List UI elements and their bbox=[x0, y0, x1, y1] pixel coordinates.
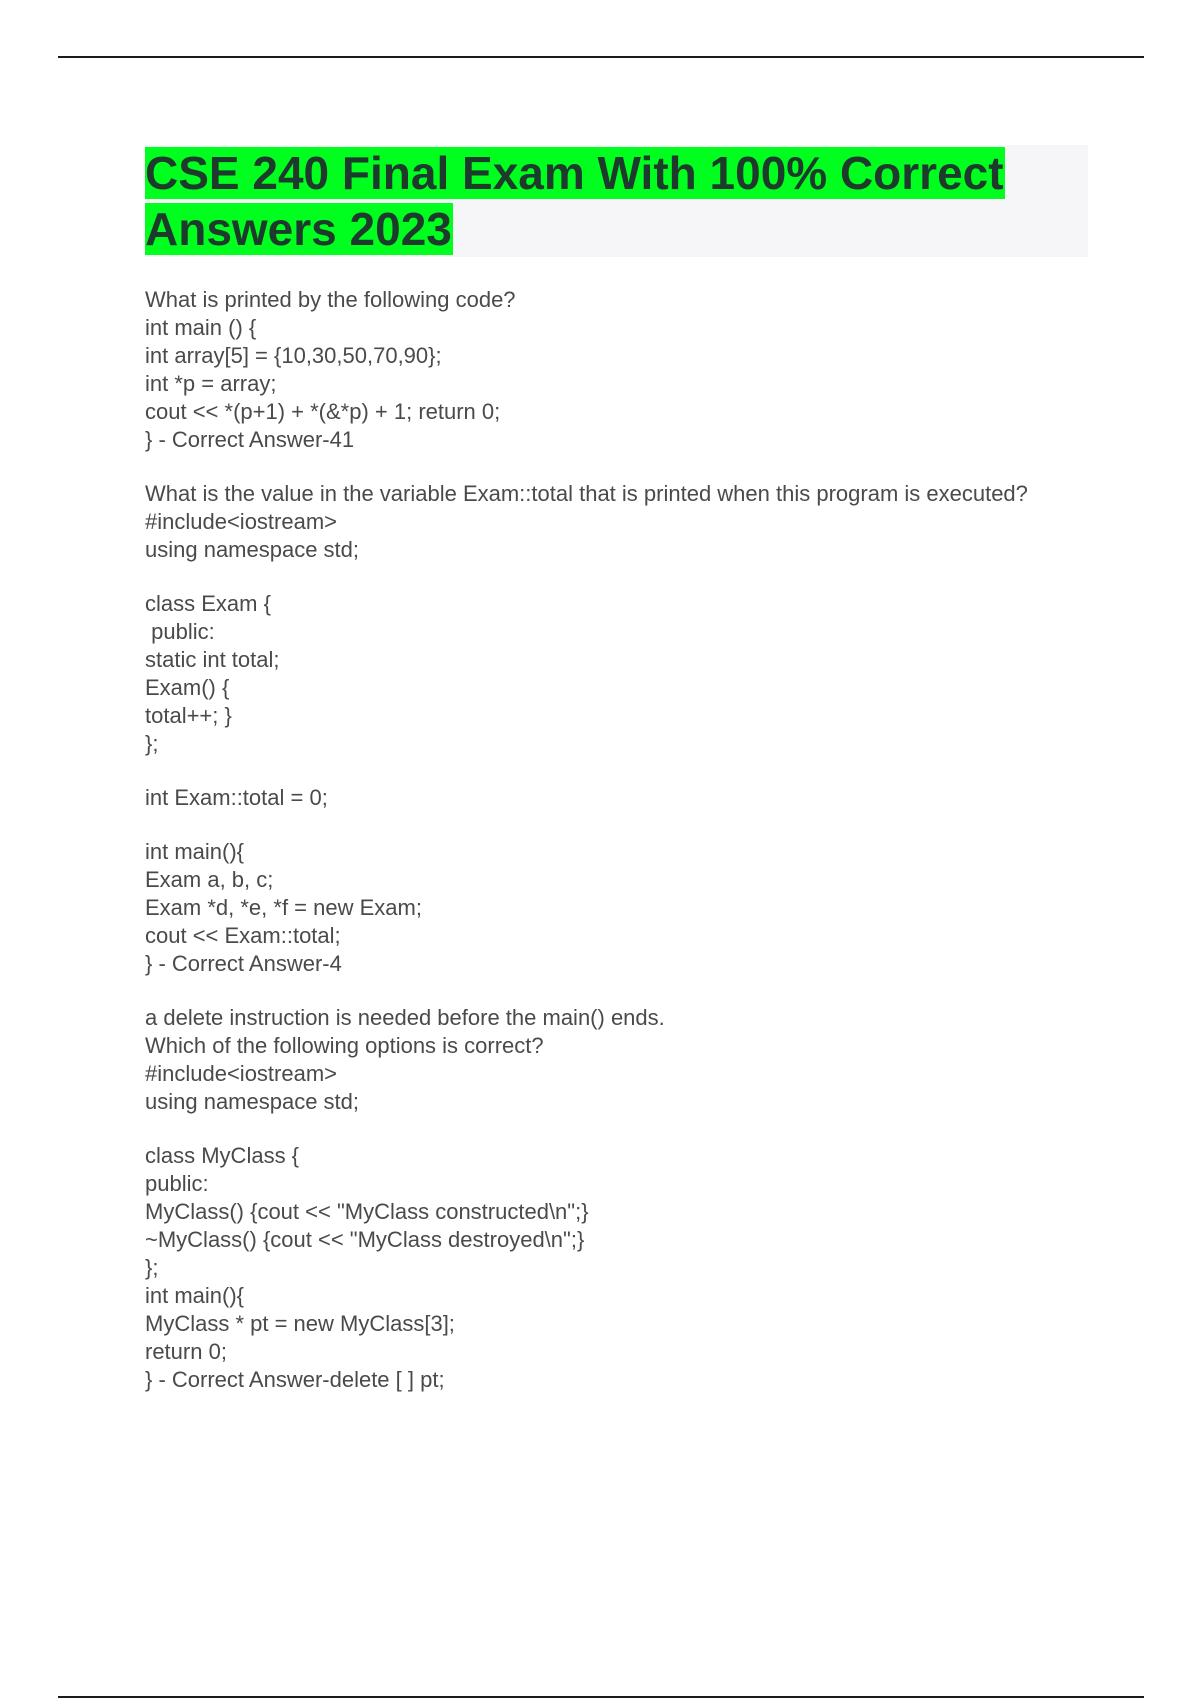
text-block bbox=[145, 286, 1085, 454]
title-line-1: CSE 240 Final Exam With 100% Correct bbox=[145, 147, 1004, 199]
text-line: public: bbox=[145, 619, 215, 644]
text-line: }; bbox=[145, 731, 159, 756]
text-line: int main(){ bbox=[145, 1283, 245, 1308]
document-body bbox=[145, 286, 1085, 1420]
text-line: cout << *(p+1) + *(&*p) + 1; return 0; bbox=[145, 399, 501, 424]
text-line: int *p = array; bbox=[145, 371, 277, 396]
text-line: }; bbox=[145, 1255, 159, 1280]
text-block bbox=[145, 1142, 1085, 1394]
text-line: int array[5] = {10,30,50,70,90}; bbox=[145, 343, 442, 368]
text-line: public: bbox=[145, 1171, 209, 1196]
text-line: using namespace std; bbox=[145, 1089, 360, 1114]
text-block bbox=[145, 838, 1085, 978]
document-title bbox=[145, 145, 1088, 257]
text-line: cout << Exam::total; bbox=[145, 923, 341, 948]
title-line-2: Answers 2023 bbox=[145, 203, 452, 255]
text-line: total++; } bbox=[145, 703, 232, 728]
text-line: MyClass * pt = new MyClass[3]; bbox=[145, 1311, 455, 1336]
text-line: Exam a, b, c; bbox=[145, 867, 274, 892]
text-line: int main () { bbox=[145, 315, 257, 340]
text-line: ~MyClass() {cout << "MyClass destroyed\n";} bbox=[145, 1227, 585, 1252]
text-line: Which of the following options is correct? bbox=[145, 1033, 544, 1058]
text-line: class MyClass { bbox=[145, 1143, 300, 1168]
text-line: int Exam::total = 0; bbox=[145, 785, 328, 810]
top-divider bbox=[58, 56, 1144, 58]
text-line: What is printed by the following code? bbox=[145, 287, 516, 312]
text-block bbox=[145, 1004, 1085, 1116]
text-line: using namespace std; bbox=[145, 537, 360, 562]
text-block bbox=[145, 784, 1085, 812]
text-line: return 0; bbox=[145, 1339, 227, 1364]
bottom-divider bbox=[58, 1696, 1144, 1698]
text-line: #include<iostream> bbox=[145, 1061, 338, 1086]
text-line: class Exam { bbox=[145, 591, 271, 616]
text-line: int main(){ bbox=[145, 839, 245, 864]
text-line: Exam *d, *e, *f = new Exam; bbox=[145, 895, 422, 920]
text-line: What is the value in the variable Exam::total that is printed when this program is executed? bbox=[145, 481, 1028, 506]
text-block bbox=[145, 590, 1085, 758]
text-line: } - Correct Answer-delete [ ] pt; bbox=[145, 1367, 445, 1392]
text-line: } - Correct Answer-41 bbox=[145, 427, 355, 452]
text-line: static int total; bbox=[145, 647, 280, 672]
text-line: a delete instruction is needed before the main() ends. bbox=[145, 1005, 665, 1030]
text-line: Exam() { bbox=[145, 675, 230, 700]
text-block bbox=[145, 480, 1085, 564]
text-line: #include<iostream> bbox=[145, 509, 338, 534]
text-line: MyClass() {cout << "MyClass constructed\n";} bbox=[145, 1199, 589, 1224]
text-line: } - Correct Answer-4 bbox=[145, 951, 342, 976]
